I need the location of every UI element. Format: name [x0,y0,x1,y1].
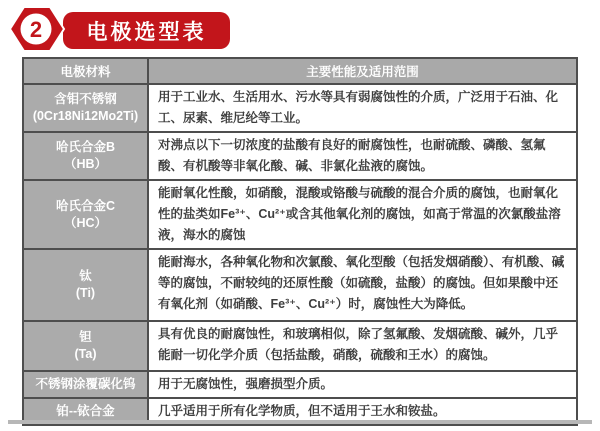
material-name: 钽 [79,330,92,344]
description-cell: 用于无腐蚀性，强磨损型介质。 [148,371,577,398]
description-cell: 用于工业水、生活用水、污水等具有弱腐蚀性的介质，广泛用于石油、化工、尿素、维尼纶等工业。 [148,84,577,132]
description-cell: 能耐氧化性酸，如硝酸，混酸或铬酸与硫酸的混合介质的腐蚀，也耐氧化性的盐类如Fe³⁺、Cu²⁺或含其他氧化剂的腐蚀，如高于常温的次氯酸盐溶液，海水的腐蚀 [148,180,577,249]
material-name: 铂--铱合金 [56,404,115,418]
section-title-pill [63,12,230,49]
material-name: 哈氏合金C [55,198,116,213]
table-row [23,180,577,249]
material-name: 不锈钢涂覆碳化钨 [35,377,136,391]
table-row [23,249,577,321]
badge-number: 2 [29,17,43,42]
table-shadow-divider [8,420,592,424]
description-cell: 几乎适用于所有化学物质，但不适用于王水和铵盐。 [148,398,577,425]
material-name: 哈氏合金B [55,140,116,154]
description-cell: 对沸点以下一切浓度的盐酸有良好的耐腐蚀性，也耐硫酸、磷酸、氢氟酸、有机酸等非氧化酸、碱、非氯化盐液的腐蚀。 [148,132,577,180]
electrode-table-body [23,84,577,425]
material-cell [23,132,148,180]
material-code: (Ti) [75,286,96,300]
material-cell [23,249,148,321]
table-row [23,132,577,180]
material-code: (0Cr18Ni12Mo2Ti) [32,109,139,123]
description-cell: 能耐海水，各种氧化物和次氯酸、氧化型酸（包括发烟硝酸）、有机酸、碱等的腐蚀，不耐较纯的还原性酸（如硫酸，盐酸）的腐蚀。但如果酸中还有氧化剂（如硝酸、Fe³⁺、Cu²⁺）时，腐蚀性大为降低。 [148,249,577,321]
material-cell [23,371,148,398]
table-row [23,371,577,398]
description-cell: 具有优良的耐腐蚀性，和玻璃相似，除了氢氟酸、发烟硫酸、碱外，几乎能耐一切化学介质（包括盐酸，硝酸，硫酸和王水）的腐蚀。 [148,321,577,371]
material-name: 含钼不锈钢 [54,92,117,106]
column-header-material: 电极材料 [23,58,148,84]
table-row [23,84,577,132]
table-row [23,321,577,371]
material-code: （HB） [63,157,108,171]
hexagon-icon [7,4,67,54]
material-code: (Ta) [74,347,97,361]
electrode-selection-table [22,57,578,426]
material-code: （HC） [63,215,108,230]
section-number-badge [7,4,67,54]
column-header-performance: 主要性能及适用范围 [148,58,577,84]
material-cell [23,84,148,132]
material-cell [23,180,148,249]
table-header-row [23,58,577,84]
material-cell [23,321,148,371]
material-name: 钛 [79,269,92,283]
page-title: 电极选型表 [86,20,207,44]
